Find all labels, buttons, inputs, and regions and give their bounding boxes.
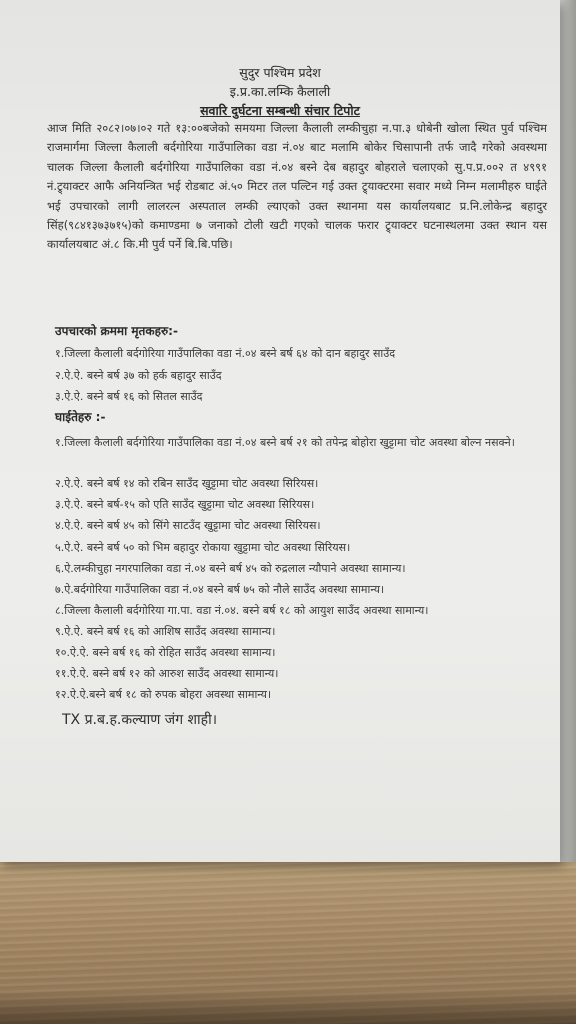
injured-item: ८.जिल्ला कैलाली बर्दगोरिया गा.पा. वडा नं.०४. बस्ने बर्ष १८ को आयुश साउँद अवस्था सामान्य। (55, 604, 429, 617)
office-heading: इ.प्र.का.लम्कि कैलाली (229, 84, 331, 99)
injured-item: ३.ऐ.ऐ. बस्ने बर्ष-१५ को एति साउँद खुट्टामा चोट अवस्था सिरियस। (55, 498, 315, 511)
injured-item: ४.ऐ.ऐ. बस्ने बर्ष ४५ को सिंगे साटउँद खुट्टामा चोट अवस्था सिरियस। (55, 519, 321, 532)
injured-item: २.ऐ.ऐ. बस्ने बर्ष १४ को रबिन साउँद खुट्टामा चोट अवस्था सिरियस। (55, 477, 319, 490)
officer-signature-line: TX प्र.ब.ह.कल्याण जंग शाही। (62, 712, 218, 728)
document-title: सवारि दुर्घटना सम्बन्धी संचार टिपोट (200, 103, 360, 118)
province-heading: सुदुर पश्चिम प्रदेश (239, 65, 321, 80)
injured-section-title: घाईतेहरु :- (55, 410, 106, 424)
deceased-section-title: उपचारको क्रममा मृतकहरु:- (55, 324, 178, 338)
incident-paragraph: आज मिति २०८२।०७।०२ गते १३:००बजेको समयमा जिल्ला कैलाली लम्कीचुहा न.पा.३ धोबेनी खोला स्थित पुर्व पश्चिम राजमार्गमा जिल्ला कैलाली बर्दगोरिया गाउँपालिका वडा नं.०४ बाट मलामि बोकेर चिसापानी तर्फ जादै गरेको अवस्थमा चालक जिल्ला कैलाली बर्दगोरिया गाउँपालिका वडा नं.०४ बस्ने देब बहादुर बोहराले चलाएको सु.प.प्र.००२ त ४९९१ नं.ट्र्याक्टर आफै अनियन्त्रित भई रोडबाट अं.५० मिटर तल पल्टिन गई उक्त ट्र्याक्टरमा सवार मध्ये निम्न मलामीहरु घाईते भई उपचारको लागी लालरत्न अस्पताल लम्की ल्याएको उक्त स्थानमा यस कार्यालयबाट प्र.नि.लोकेन्द्र बहादुर सिंह(९८४१३७३७१५)को कमाण्डमा ७ जनाको टोली खटी गएको चालक फरार ट्र्याक्टर घटनास्थलमा उक्त स्थान यस कार्यालयबाट अं.८ कि.मी पुर्व पर्ने बि.बि.पछि। (47, 121, 547, 252)
injured-item: १.जिल्ला कैलाली बर्दगोरिया गाउँपालिका वडा नं.०४ बस्ने बर्ष २१ को तपेन्द्र बोहोरा खुट्टामा चोट अवस्था बोल्न नसक्ने। (55, 436, 515, 449)
table-shadow (0, 990, 576, 1024)
paper-edge-shadow (558, 0, 576, 862)
injured-item: ९.ऐ.ऐ. बस्ने बर्ष १६ को आशिष साउँद अवस्था सामान्य। (55, 625, 276, 638)
injured-item: १२.ऐ.ऐ.बस्ने बर्ष १८ को रुपक बोहरा अवस्था सामान्य। (55, 688, 272, 701)
injured-item: ७.ऐ.बर्दगोरिया गाउँपालिका वडा नं.०४ बस्ने बर्ष ७५ को नौले साउँद अवस्था सामान्य। (55, 583, 385, 596)
deceased-item: १.जिल्ला कैलाली बर्दगोरिया गाउँपालिका वडा नं.०४ बस्ने बर्ष ६४ को दान बहादुर साउँद (55, 347, 396, 360)
injured-item: ११.ऐ.ऐ. बस्ने बर्ष १२ को आरुश साउँद अवस्था सामान्य। (55, 667, 279, 680)
injured-item: ६.ऐ.लम्कीचुहा नगरपालिका वडा नं.०४ बस्ने बर्ष ४५ को रुद्रलाल न्यौपाने अवस्था सामान्य। (55, 562, 406, 575)
deceased-item: ३.ऐ.ऐ. बस्ने बर्ष १६ को सितल साउँद (55, 390, 203, 403)
injured-item: ५.ऐ.ऐ. बस्ने बर्ष ५० को भिम बहादुर रोकाया खुट्टामा चोट अवस्था सिरियस। (55, 541, 351, 554)
deceased-item: २.ऐ.ऐ. बस्ने बर्ष ३७ को हर्क बहादुर साउँद (55, 369, 222, 382)
injured-item: १०.ऐ.ऐ. बस्ने बर्ष १६ को रोहित साउँद अवस्था सामान्य। (55, 646, 276, 659)
